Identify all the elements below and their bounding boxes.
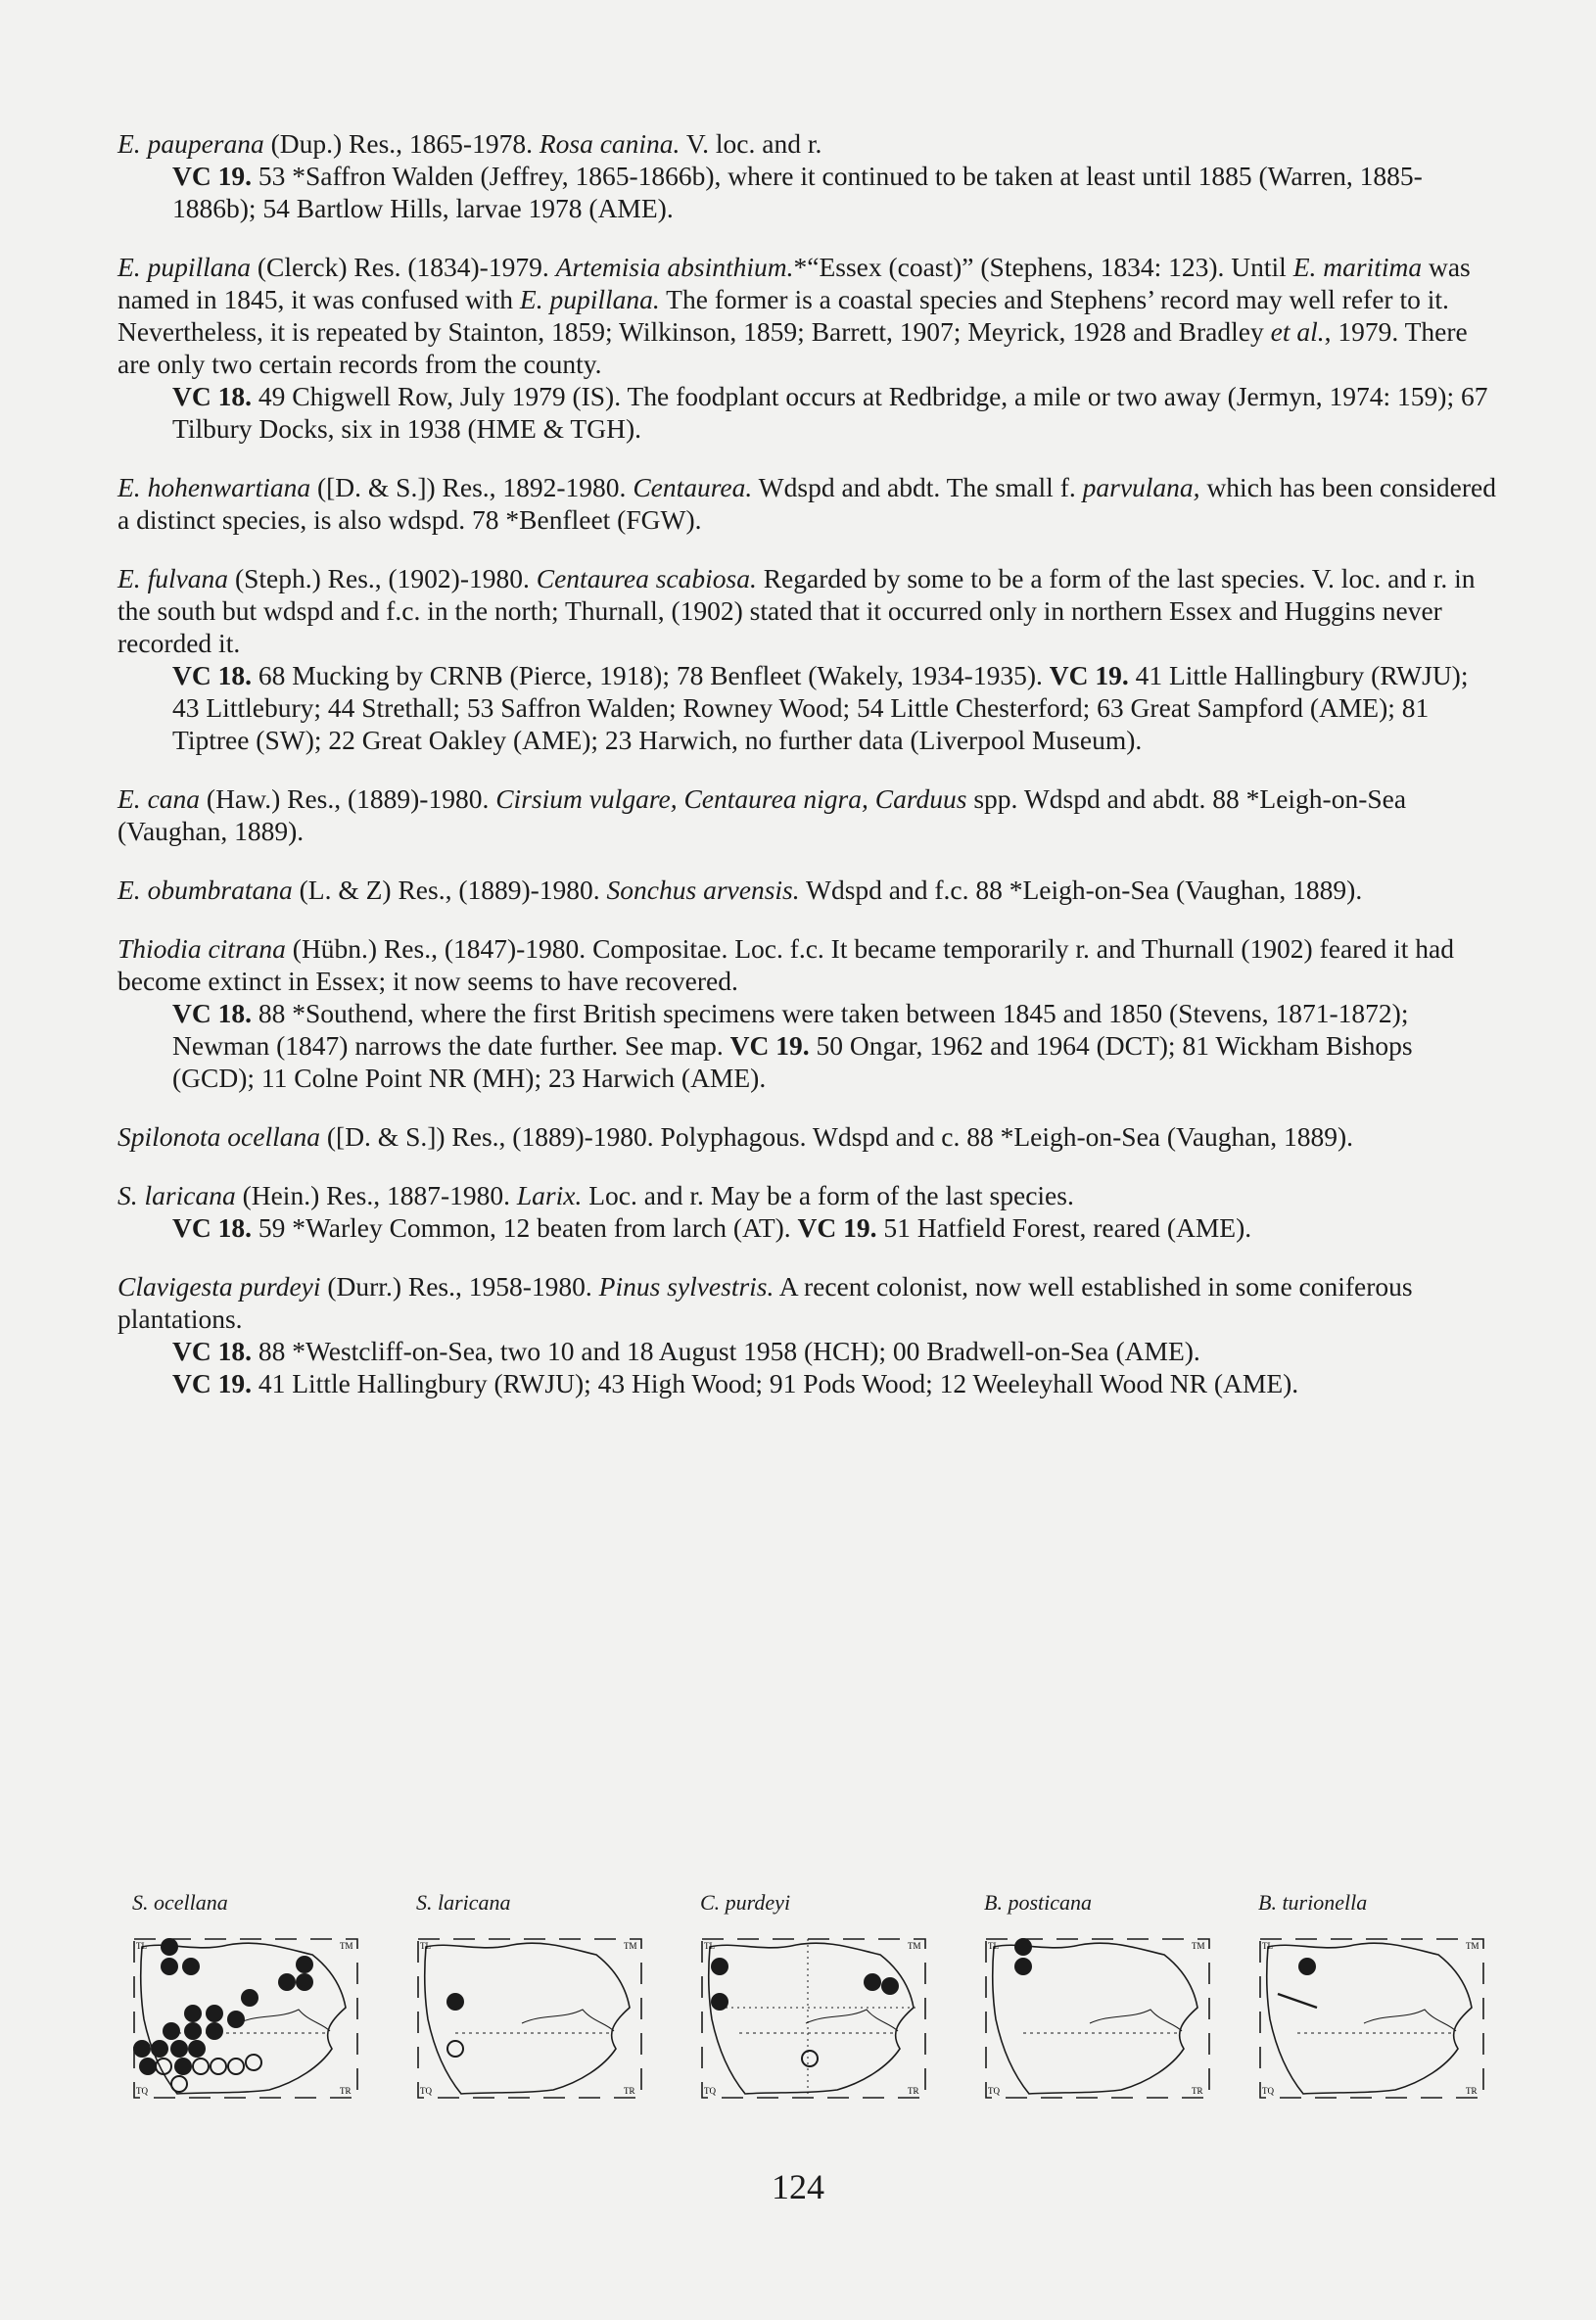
species-name: obumbratana <box>147 875 293 905</box>
entry-laricana <box>117 1179 1498 1244</box>
author: ([D. & S.]) Res., 1892-1980. <box>316 472 627 502</box>
grid-label-bl: TQ <box>136 2086 148 2096</box>
foodplant: Cirsium vulgare, Centaurea nigra, Carduus <box>495 783 967 814</box>
species-name: cana <box>147 783 201 814</box>
vc-records: 50 Ongar, 1962 and 1964 (DCT); 81 Wickham Bishops (GCD); 11 Colne Point NR (MH); 23 Harwich (AME). <box>172 1030 1413 1093</box>
author: (Steph.) Res., (1902)-1980. <box>234 563 530 593</box>
species-entries <box>117 127 1498 1426</box>
grid-label-bl: TQ <box>988 2086 1000 2096</box>
grid-label-br: TR <box>1466 2086 1478 2096</box>
grid-label-tl: TL <box>420 1941 431 1951</box>
vc-records: 41 Little Hallingbury (RWJU); 43 Littlebury; 44 Strethall; 53 Saffron Walden; Rowney Wood; 54 Little Chesterford; 63 Great Sampford (AME); 81 Tiptree (SW); 22 Great Oakley (AME); 23 Harwich, no further data (Liverpool Museum). <box>172 660 1469 755</box>
map-c-purdeyi <box>681 1890 945 2115</box>
grid-label-br: TR <box>340 2086 352 2096</box>
author: (Haw.) Res., (1889)-1980. <box>206 783 490 814</box>
entry-purdeyi <box>117 1270 1498 1399</box>
entry-citrana <box>117 932 1498 1094</box>
grid-label-bl: TQ <box>704 2086 716 2096</box>
vc-records: 49 Chigwell Row, July 1979 (IS). The foodplant occurs at Redbridge, a mile or two away (Jermyn, 1974: 159); 67 Tilbury Docks, six in 1938 (HME & TGH). <box>172 381 1488 444</box>
author: (Durr.) Res., 1958-1980. <box>327 1271 592 1302</box>
map-caption: S. ocellana <box>132 1890 228 1915</box>
map-b-posticana <box>964 1890 1229 2115</box>
entry-text: Loc. and r. May be a form of the last species. <box>588 1180 1074 1210</box>
vc-label: VC 19. <box>729 1030 810 1061</box>
grid-label-br: TR <box>908 2086 919 2096</box>
foodplant: Centaurea scabiosa. <box>536 563 757 593</box>
entry-hohenwartiana <box>117 471 1498 536</box>
foodplant: Artemisia absinthium. <box>555 252 794 282</box>
status: V. loc. and r. <box>685 128 822 159</box>
grid-label-tl: TL <box>704 1941 715 1951</box>
entry-text: which has been considered a distinct species, is also wdspd. 78 *Benfleet (FGW). <box>117 472 1496 535</box>
page-number: 124 <box>772 2167 824 2206</box>
genus: E. <box>117 252 141 282</box>
map-caption: B. turionella <box>1258 1890 1368 1915</box>
entry-text: A recent colonist, now well established in some coniferous plantations. <box>117 1271 1413 1334</box>
foodplant: Rosa canina. <box>539 128 681 159</box>
entry-text: Polyphagous. Wdspd and c. 88 *Leigh-on-Sea (Vaughan, 1889). <box>660 1121 1354 1152</box>
genus: Thiodia <box>117 933 202 964</box>
author: (Hübn.) Res., (1847)-1980. <box>292 933 587 964</box>
author: (Hein.) Res., 1887-1980. <box>242 1180 511 1210</box>
author: ([D. & S.]) Res., (1889)-1980. <box>326 1121 654 1152</box>
author: (Dup.) Res., 1865-1978. <box>270 128 533 159</box>
genus: S. <box>117 1180 138 1210</box>
foodplant: Larix. <box>516 1180 583 1210</box>
genus: E. <box>117 128 141 159</box>
grid-label-br: TR <box>624 2086 635 2096</box>
vc-records: 88 *Westcliff-on-Sea, two 10 and 18 August 1958 (HCH); 00 Bradwell-on-Sea (AME). <box>258 1336 1200 1366</box>
species-name: fulvana <box>147 563 229 593</box>
vc-label: VC 18. <box>172 660 252 690</box>
entry-cana <box>117 782 1498 847</box>
map-b-turionella <box>1239 1890 1503 2115</box>
essex-map <box>964 1925 1229 2111</box>
entry-obumbratana <box>117 874 1498 906</box>
entry-text: Regarded by some to be a form of the last species. V. loc. and r. in the south but wdspd and f.c. in the north; Thurnall, (1902) stated that it occurred only in northern Essex and Huggins never recorded it. <box>117 563 1476 658</box>
vc-label: VC 19. <box>172 1368 252 1398</box>
entry-pauperana <box>117 127 1498 224</box>
entry-text: Wdspd and f.c. 88 *Leigh-on-Sea (Vaughan, 1889). <box>806 875 1363 905</box>
genus: E. <box>117 875 141 905</box>
grid-label-bl: TQ <box>420 2086 432 2096</box>
grid-label-br: TR <box>1192 2086 1203 2096</box>
vc-label: VC 19. <box>797 1212 877 1243</box>
grid-label-tl: TL <box>1262 1941 1273 1951</box>
map-caption: S. laricana <box>416 1890 511 1915</box>
entry-text: , 1979. There are only two certain records from the county. <box>117 316 1468 379</box>
vc-label: VC 19. <box>172 161 252 191</box>
species-name: purdeyi <box>239 1271 321 1302</box>
species-name: citrana <box>208 933 286 964</box>
genus: E. <box>117 563 141 593</box>
grid-label-bl: TQ <box>1262 2086 1274 2096</box>
grid-label-tl: TL <box>136 1941 147 1951</box>
entry-text: *“Essex (coast)” (Stephens, 1834: 123). Until <box>793 252 1293 282</box>
vc-label: VC 18. <box>172 1336 252 1366</box>
essex-map <box>397 1925 661 2111</box>
entry-pupillana <box>117 251 1498 445</box>
foodplant: Sonchus arvensis. <box>606 875 800 905</box>
genus: E. <box>117 783 141 814</box>
entry-text: The former is a coastal species and Stephens’ record may well refer to it. Nevertheless, it is repeated by Stainton, 1859; Wilkinson, 1859; Barrett, 1907; Meyrick, 1928 and Bradley <box>117 284 1449 347</box>
vc-label: VC 18. <box>172 381 252 411</box>
entry-text: was named in 1845, it was confused with <box>117 252 1471 314</box>
species-name: pupillana <box>147 252 251 282</box>
form-name: parvulana, <box>1082 472 1200 502</box>
entry-text: spp. Wdspd and abdt. 88 *Leigh-on-Sea (Vaughan, 1889). <box>117 783 1407 846</box>
essex-map <box>1239 1925 1503 2111</box>
map-s-laricana <box>397 1890 661 2115</box>
grid-label-tr: TM <box>908 1941 921 1951</box>
genus: E. <box>117 472 141 502</box>
species-name: hohenwartiana <box>147 472 311 502</box>
species-name: laricana <box>144 1180 236 1210</box>
vc-records: 59 *Warley Common, 12 beaten from larch (AT). <box>258 1212 791 1243</box>
foodplant: Centaurea. <box>633 472 753 502</box>
entry-text: Wdspd and abdt. The small f. <box>758 472 1083 502</box>
vc-records: 53 *Saffron Walden (Jeffrey, 1865-1866b), where it continued to be taken at least until 1885 (Warren, 1885-1886b); 54 Bartlow Hills, larvae 1978 (AME). <box>172 161 1423 223</box>
grid-label-tr: TM <box>624 1941 637 1951</box>
author: (Clerck) Res. (1834)-1979. <box>257 252 549 282</box>
vc-label: VC 19. <box>1049 660 1129 690</box>
vc-records: 51 Hatfield Forest, reared (AME). <box>883 1212 1252 1243</box>
author: (L. & Z) Res., (1889)-1980. <box>299 875 600 905</box>
species-ref: E. maritima <box>1292 252 1423 282</box>
foodplant: Pinus sylvestris. <box>598 1271 775 1302</box>
grid-label-tr: TM <box>1466 1941 1479 1951</box>
vc-records: 68 Mucking by CRNB (Pierce, 1918); 78 Benfleet (Wakely, 1934-1935). <box>258 660 1043 690</box>
grid-label-tr: TM <box>1192 1941 1205 1951</box>
species-name: pauperana <box>147 128 264 159</box>
entry-text: Compositae. Loc. f.c. It became temporarily r. and Thurnall (1902) feared it had become extinct in Essex; it now seems to have recovered. <box>117 933 1455 996</box>
map-caption: C. purdeyi <box>700 1890 791 1915</box>
vc-label: VC 18. <box>172 998 252 1028</box>
vc-records: 41 Little Hallingbury (RWJU); 43 High Wood; 91 Pods Wood; 12 Weeleyhall Wood NR (AME). <box>258 1368 1299 1398</box>
entry-ocellana <box>117 1120 1498 1153</box>
map-caption: B. posticana <box>984 1890 1092 1915</box>
vc-records: 88 *Southend, where the first British specimens were taken between 1845 and 1850 (Stevens, 1871-1872); Newman (1847) narrows the date further. See map. <box>172 998 1409 1061</box>
species-name: ocellana <box>227 1121 320 1152</box>
map-s-ocellana <box>113 1890 377 2115</box>
distribution-maps <box>113 1890 1503 2115</box>
vc-label: VC 18. <box>172 1212 252 1243</box>
genus: Clavigesta <box>117 1271 233 1302</box>
essex-map <box>681 1925 945 2111</box>
essex-map <box>113 1925 377 2111</box>
et-al: et al. <box>1270 316 1325 347</box>
grid-label-tl: TL <box>988 1941 999 1951</box>
grid-label-tr: TM <box>340 1941 353 1951</box>
genus: Spilonota <box>117 1121 221 1152</box>
species-ref: E. pupillana. <box>519 284 660 314</box>
entry-fulvana <box>117 562 1498 756</box>
